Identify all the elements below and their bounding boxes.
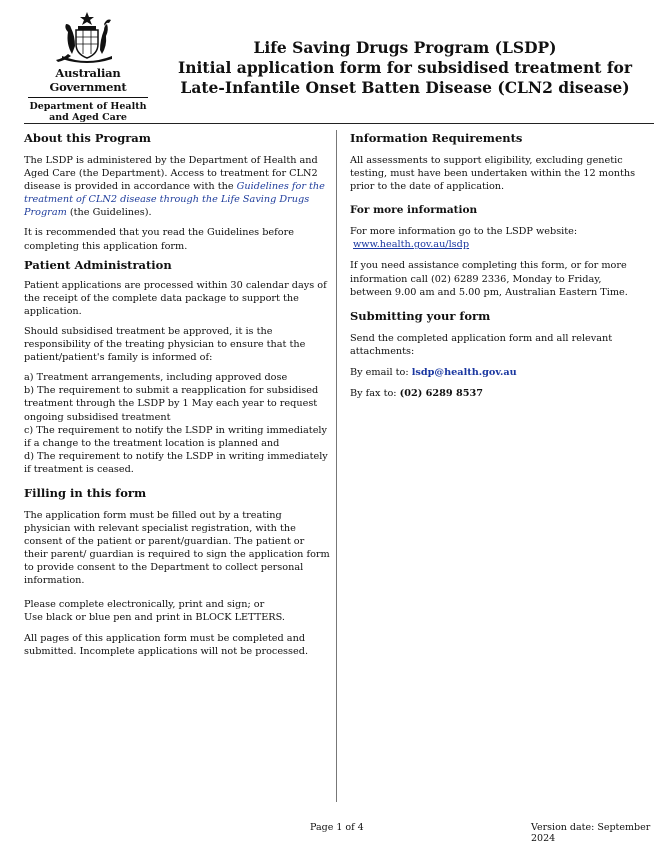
about-text-tail: (the Guidelines). bbox=[66, 207, 152, 219]
fax-number: (02) 6289 8537 bbox=[399, 388, 483, 400]
department-name bbox=[24, 101, 152, 123]
notification-list bbox=[24, 371, 330, 476]
lsdp-website-link[interactable]: www.health.gov.au/lsdp bbox=[353, 239, 470, 251]
guidelines-link[interactable]: Guidelines for the treatment of CLN2 disease through the Life Saving Drugs Program bbox=[24, 181, 325, 219]
column-divider bbox=[336, 130, 337, 802]
filling-instruction-2: Use black or blue pen and print in BLOCK LETTERS. bbox=[24, 611, 285, 623]
department-line-2: and Aged Care bbox=[49, 112, 127, 123]
more-info-heading: For more information bbox=[350, 204, 478, 217]
about-section bbox=[24, 131, 330, 253]
document-title bbox=[170, 38, 640, 98]
filling-instruction-1: Please complete electronically, print and sign; or bbox=[24, 598, 265, 610]
more-info-paragraph-1 bbox=[350, 225, 640, 251]
list-item: c) The requirement to notify the LSDP in writing immediately if a change to the treatment location is planned and bbox=[24, 424, 328, 449]
coat-of-arms-logo bbox=[48, 10, 126, 64]
patient-admin-paragraph-2: Should subsidised treatment be approved, it is the responsibility of the treating physician to ensure that the patient/patient's family is informed of: bbox=[24, 325, 306, 364]
more-info-paragraph-2: If you need assistance completing this form, or for more information call (02) 6289 2336, Monday to Friday, between 9.00 am and 5.00 pm, Australian Eastern Time. bbox=[350, 260, 628, 298]
list-item: b) The requirement to submit a reapplication for subsidised treatment through the LSDP by 1 May each year to request ongoing subsidised treatment bbox=[24, 385, 319, 423]
submit-section bbox=[350, 309, 640, 400]
about-text: The LSDP is administered by the Department of Health and Aged Care (the Department). Access to treatment for CLN2 disease is provided in accordance with the bbox=[24, 155, 318, 193]
government-brand bbox=[24, 66, 152, 123]
fax-label: By fax to: bbox=[350, 388, 400, 400]
right-column bbox=[350, 131, 640, 407]
info-requirements-heading: Information Requirements bbox=[350, 131, 523, 145]
patient-admin-section bbox=[24, 258, 330, 476]
list-item: a) Treatment arrangements, including approved dose bbox=[24, 372, 288, 384]
version-date: Version date: September 2024 bbox=[531, 822, 651, 844]
more-info-text: For more information go to the LSDP website: bbox=[350, 226, 578, 238]
filling-paragraph-3: All pages of this application form must be completed and submitted. Incomplete applications will not be processed. bbox=[24, 632, 309, 657]
submit-paragraph: Send the completed application form and all relevant attachments: bbox=[350, 332, 613, 357]
title-line-3: Late-Infantile Onset Batten Disease (CLN2 disease) bbox=[180, 78, 630, 97]
fax-line bbox=[350, 387, 640, 400]
page-number: Page 1 of 4 bbox=[310, 822, 364, 833]
email-line bbox=[350, 366, 640, 379]
left-column bbox=[24, 131, 330, 665]
filling-paragraph-2 bbox=[24, 598, 330, 624]
email-link[interactable]: lsdp@health.gov.au bbox=[411, 366, 517, 378]
about-paragraph-2: It is recommended that you read the Guidelines before completing this application form. bbox=[24, 227, 294, 252]
title-line-1: Life Saving Drugs Program (LSDP) bbox=[253, 38, 557, 57]
filling-section bbox=[24, 486, 330, 658]
department-line-1: Department of Health bbox=[29, 101, 147, 112]
info-requirements-paragraph: All assessments to support eligibility, excluding genetic testing, must have been undertaken within the 12 months prior to the date of application. bbox=[350, 155, 636, 193]
filling-heading: Filling in this form bbox=[24, 485, 147, 500]
filling-paragraph-1: The application form must be filled out by a treating physician with relevant specialist registration, with the consent of the patient or parent/guardian. The patient or their parent/ guardian is required to sign the application form to provide consent to the Department to collect personal information. bbox=[24, 509, 330, 587]
info-requirements-section bbox=[350, 131, 640, 193]
header-rule bbox=[24, 123, 654, 124]
list-item: d) The requirement to notify the LSDP in writing immediately if treatment is ceased. bbox=[24, 450, 328, 475]
title-line-2: Initial application form for subsidised treatment for bbox=[178, 58, 632, 77]
submit-heading: Submitting your form bbox=[350, 308, 491, 323]
email-label: By email to: bbox=[350, 366, 412, 378]
about-heading: About this Program bbox=[24, 131, 151, 145]
about-paragraph-1 bbox=[24, 154, 330, 219]
patient-admin-paragraph-1: Patient applications are processed within 30 calendar days of the receipt of the complete data package to support the application. bbox=[24, 279, 327, 317]
patient-admin-heading: Patient Administration bbox=[24, 257, 172, 272]
government-name: Australian Government bbox=[28, 66, 148, 98]
more-info-section bbox=[350, 203, 640, 298]
